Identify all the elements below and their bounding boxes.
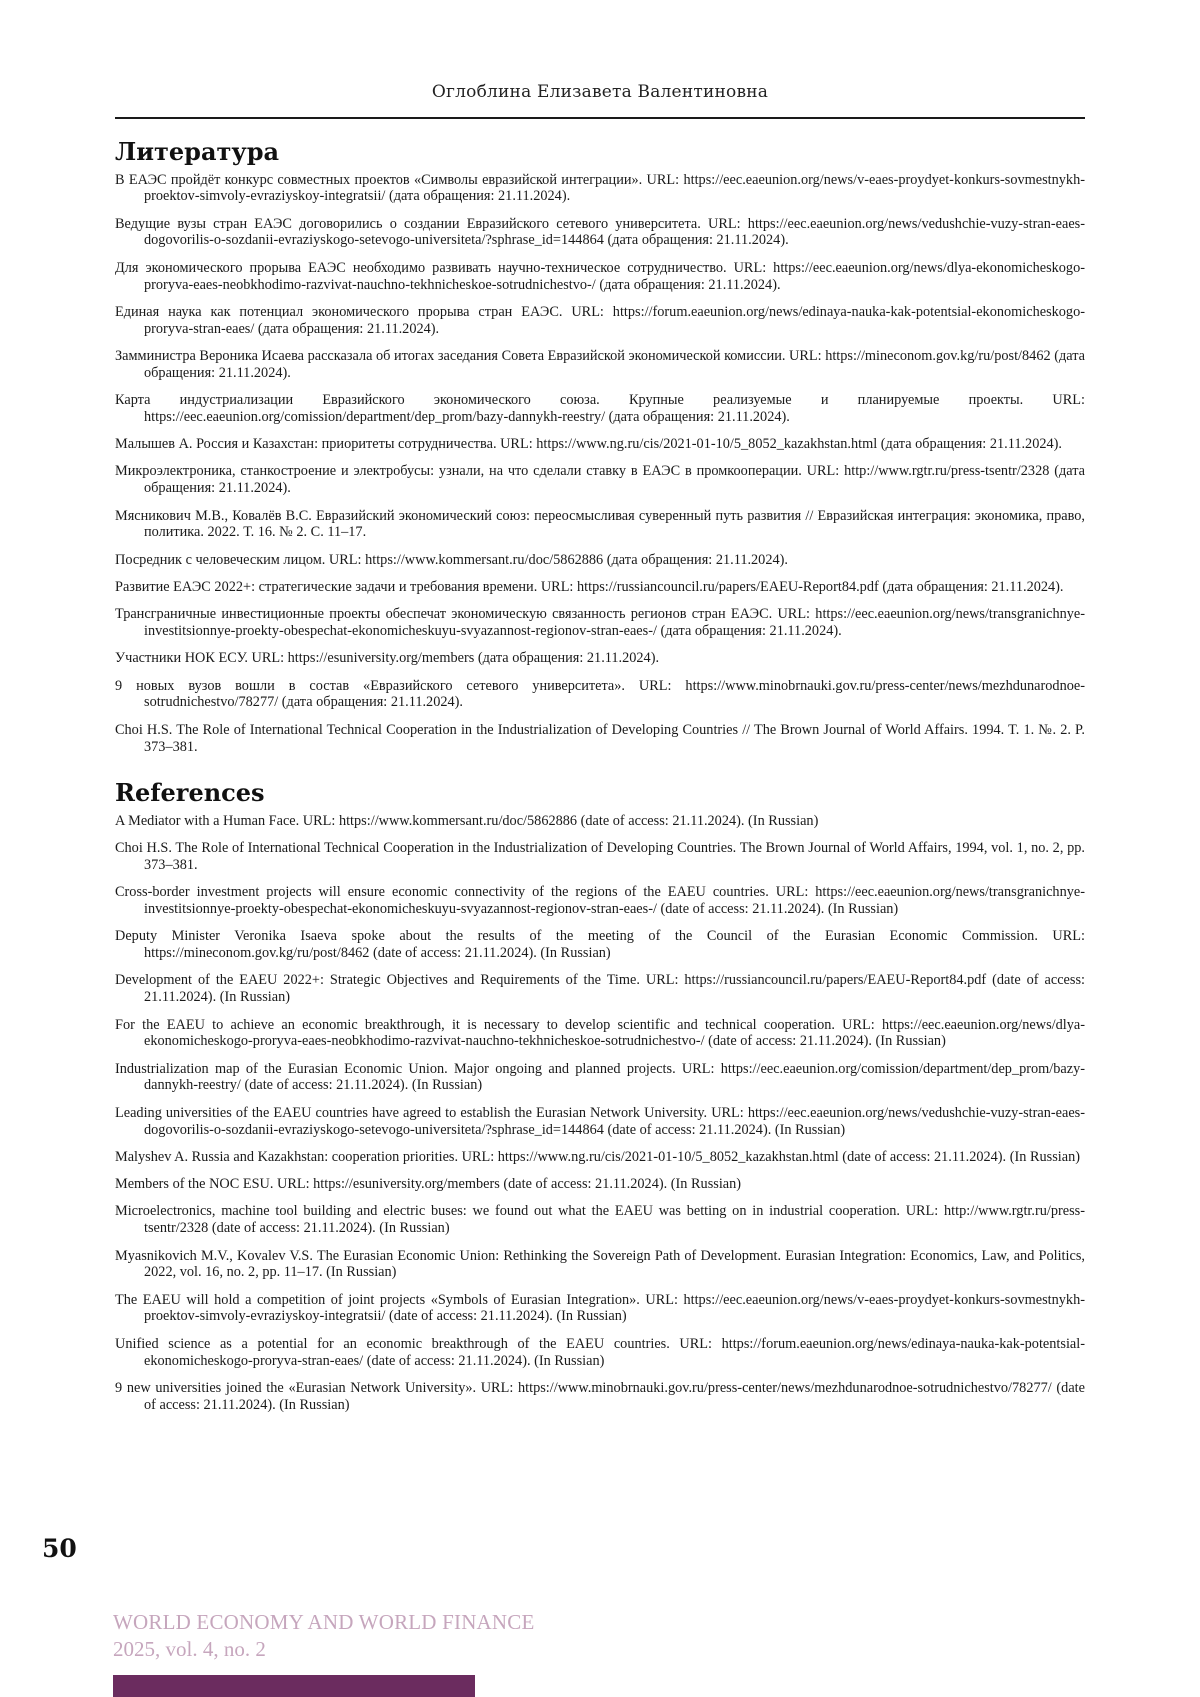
reference-item: 9 new universities joined the «Eurasian Network University». URL: https://www.minobrnauki.gov.ru/press-center/news/mezhdunarodnoe-sotrudnichestvo/78277/ (date of access: 21.11.2024). (In Russian) — [115, 1380, 1085, 1414]
reference-item: For the EAEU to achieve an economic breakthrough, it is necessary to develop scientific and technical cooperation. URL: https://eec.eaeunion.org/news/dlya-ekonomicheskogo-proryva-eaes-neobkhodimo-razvivat-nauchno-tekhnicheskoe-sotrudnichestvo-/ (date of access: 21.11.2024). (In Russian) — [115, 1017, 1085, 1051]
literature-item: В ЕАЭС пройдёт конкурс совместных проектов «Символы евразийской интеграции». URL: https://eec.eaeunion.org/news/v-eaes-proydyet-konkurs-sovmestnykh-proektov-simvoly-evraziyskoy-integratsii/ (дата обращения: 21.11.2024). — [115, 172, 1085, 206]
literature-item: Развитие ЕАЭС 2022+: стратегические задачи и требования времени. URL: https://russiancouncil.ru/papers/EAEU-Report84.pdf (дата обращения: 21.11.2024). — [115, 579, 1085, 596]
literature-item: 9 новых вузов вошли в состав «Евразийского сетевого университета». URL: https://www.minobrnauki.gov.ru/press-center/news/mezhdunarodnoe-sotrudnichestvo/78277/ (дата обращения: 21.11.2024). — [115, 678, 1085, 712]
literature-item: Микроэлектроника, станкостроение и электробусы: узнали, на что сделали ставку в ЕАЭС в промкооперации. URL: http://www.rgtr.ru/press-tsentr/2328 (дата обращения: 21.11.2024). — [115, 463, 1085, 497]
reference-item: Unified science as a potential for an economic breakthrough of the EAEU countries. URL: https://forum.eaeunion.org/news/edinaya-nauka-kak-potentsial-ekonomicheskogo-proryva-stran-eaes/ (date of access: 21.11.2024). (In Russian) — [115, 1336, 1085, 1370]
reference-item: Malyshev A. Russia and Kazakhstan: cooperation priorities. URL: https://www.ng.ru/cis/2021-01-10/5_8052_kazakhstan.html (date of access: 21.11.2024). (In Russian) — [115, 1149, 1085, 1166]
reference-item: Leading universities of the EAEU countries have agreed to establish the Eurasian Network University. URL: https://eec.eaeunion.org/news/vedushchie-vuzy-stran-eaes-dogovorilis-o-sozdanii-evraziyskogo-setevogo-universiteta/?sphrase_id=144864 (date of access: 21.11.2024). (In Russian) — [115, 1105, 1085, 1139]
references-list — [115, 813, 1085, 1414]
literature-heading: Литература — [115, 138, 1085, 166]
reference-item: Myasnikovich M.V., Kovalev V.S. The Eurasian Economic Union: Rethinking the Sovereign Path of Development. Eurasian Integration: Economics, Law, and Politics, 2022, vol. 16, no. 2, pp. 11–17. (In Russian) — [115, 1248, 1085, 1282]
references-heading: References — [115, 779, 1085, 807]
footer-accent-bar — [113, 1675, 475, 1697]
reference-item: Cross-border investment projects will ensure economic connectivity of the regions of the EAEU countries. URL: https://eec.eaeunion.org/news/transgranichnye-investitsionnye-proekty-obespechat-ekonomicheskuyu-svyazannost-regionov-stran-eaes-/ (date of access: 21.11.2024). (In Russian) — [115, 884, 1085, 918]
reference-item: Industrialization map of the Eurasian Economic Union. Major ongoing and planned projects. URL: https://eec.eaeunion.org/comission/department/dep_prom/bazy-dannykh-reestry/ (date of access: 21.11.2024). (In Russian) — [115, 1061, 1085, 1095]
literature-item: Малышев А. Россия и Казахстан: приоритеты сотрудничества. URL: https://www.ng.ru/cis/2021-01-10/5_8052_kazakhstan.html (дата обращения: 21.11.2024). — [115, 436, 1085, 453]
literature-list — [115, 172, 1085, 756]
literature-item: Трансграничные инвестиционные проекты обеспечат экономическую связанность регионов стран ЕАЭС. URL: https://eec.eaeunion.org/news/transgranichnye-investitsionnye-proekty-obespechat-ekonomicheskuyu-svyazannost-regionov-stran-eaes-/ (дата обращения: 21.11.2024). — [115, 606, 1085, 640]
journal-issue: 2025, vol. 4, no. 2 — [113, 1637, 266, 1662]
reference-item: A Mediator with a Human Face. URL: https://www.kommersant.ru/doc/5862886 (date of access: 21.11.2024). (In Russian) — [115, 813, 1085, 830]
reference-item: Choi H.S. The Role of International Technical Cooperation in the Industrialization of Developing Countries. The Brown Journal of World Affairs, 1994, vol. 1, no. 2, pp. 373–381. — [115, 840, 1085, 874]
reference-item: Deputy Minister Veronika Isaeva spoke about the results of the meeting of the Council of the Eurasian Economic Commission. URL: https://mineconom.gov.kg/ru/post/8462 (date of access: 21.11.2024). (In Russian) — [115, 928, 1085, 962]
reference-item: The EAEU will hold a competition of joint projects «Symbols of Eurasian Integration». URL: https://eec.eaeunion.org/news/v-eaes-proydyet-konkurs-sovmestnykh-proektov-simvoly-evraziyskoy-integratsii/ (date of access: 21.11.2024). (In Russian) — [115, 1292, 1085, 1326]
literature-item: Посредник с человеческим лицом. URL: https://www.kommersant.ru/doc/5862886 (дата обращения: 21.11.2024). — [115, 552, 1085, 569]
reference-item: Members of the NOC ESU. URL: https://esuniversity.org/members (date of access: 21.11.2024). (In Russian) — [115, 1176, 1085, 1193]
literature-item: Choi H.S. The Role of International Technical Cooperation in the Industrialization of Developing Countries // The Brown Journal of World Affairs. 1994. T. 1. №. 2. P. 373–381. — [115, 722, 1085, 756]
header-rule — [115, 117, 1085, 119]
literature-item: Ведущие вузы стран ЕАЭС договорились о создании Евразийского сетевого университета. URL: https://eec.eaeunion.org/news/vedushchie-vuzy-stran-eaes-dogovorilis-o-sozdanii-evraziyskogo-setevogo-universiteta/?sphrase_id=144864 (дата обращения: 21.11.2024). — [115, 216, 1085, 250]
literature-item: Мясникович М.В., Ковалёв В.С. Евразийский экономический союз: переосмысливая суверенный путь развития // Евразийская интеграция: экономика, право, политика. 2022. Т. 16. № 2. С. 11–17. — [115, 508, 1085, 542]
literature-item: Карта индустриализации Евразийского экономического союза. Крупные реализуемые и планируемые проекты. URL: https://eec.eaeunion.org/comission/department/dep_prom/bazy-dannykh-reestry/ (дата обращения: 21.11.2024). — [115, 392, 1085, 426]
running-header-author: Оглоблина Елизавета Валентиновна — [115, 82, 1085, 102]
literature-item: Участники НОК ЕСУ. URL: https://esuniversity.org/members (дата обращения: 21.11.2024). — [115, 650, 1085, 667]
reference-item: Microelectronics, machine tool building and electric buses: we found out what the EAEU was betting on in industrial cooperation. URL: http://www.rgtr.ru/press-tsentr/2328 (date of access: 21.11.2024). (In Russian) — [115, 1203, 1085, 1237]
reference-item: Development of the EAEU 2022+: Strategic Objectives and Requirements of the Time. URL: https://russiancouncil.ru/papers/EAEU-Report84.pdf (date of access: 21.11.2024). (In Russian) — [115, 972, 1085, 1006]
literature-item: Единая наука как потенциал экономического прорыва стран ЕАЭС. URL: https://forum.eaeunion.org/news/edinaya-nauka-kak-potentsial-ekonomicheskogo-proryva-stran-eaes/ (дата обращения: 21.11.2024). — [115, 304, 1085, 338]
literature-item: Замминистра Вероника Исаева рассказала об итогах заседания Совета Евразийской экономической комиссии. URL: https://mineconom.gov.kg/ru/post/8462 (дата обращения: 21.11.2024). — [115, 348, 1085, 382]
journal-title: WORLD ECONOMY AND WORLD FINANCE — [113, 1610, 535, 1635]
page-number: 50 — [42, 1534, 77, 1563]
literature-item: Для экономического прорыва ЕАЭС необходимо развивать научно-техническое сотрудничество. URL: https://eec.eaeunion.org/news/dlya-ekonomicheskogo-proryva-eaes-neobkhodimo-razvivat-nauchno-tekhnicheskoe-sotrudnichestvo-/ (дата обращения: 21.11.2024). — [115, 260, 1085, 294]
bibliography-content — [115, 138, 1085, 1424]
